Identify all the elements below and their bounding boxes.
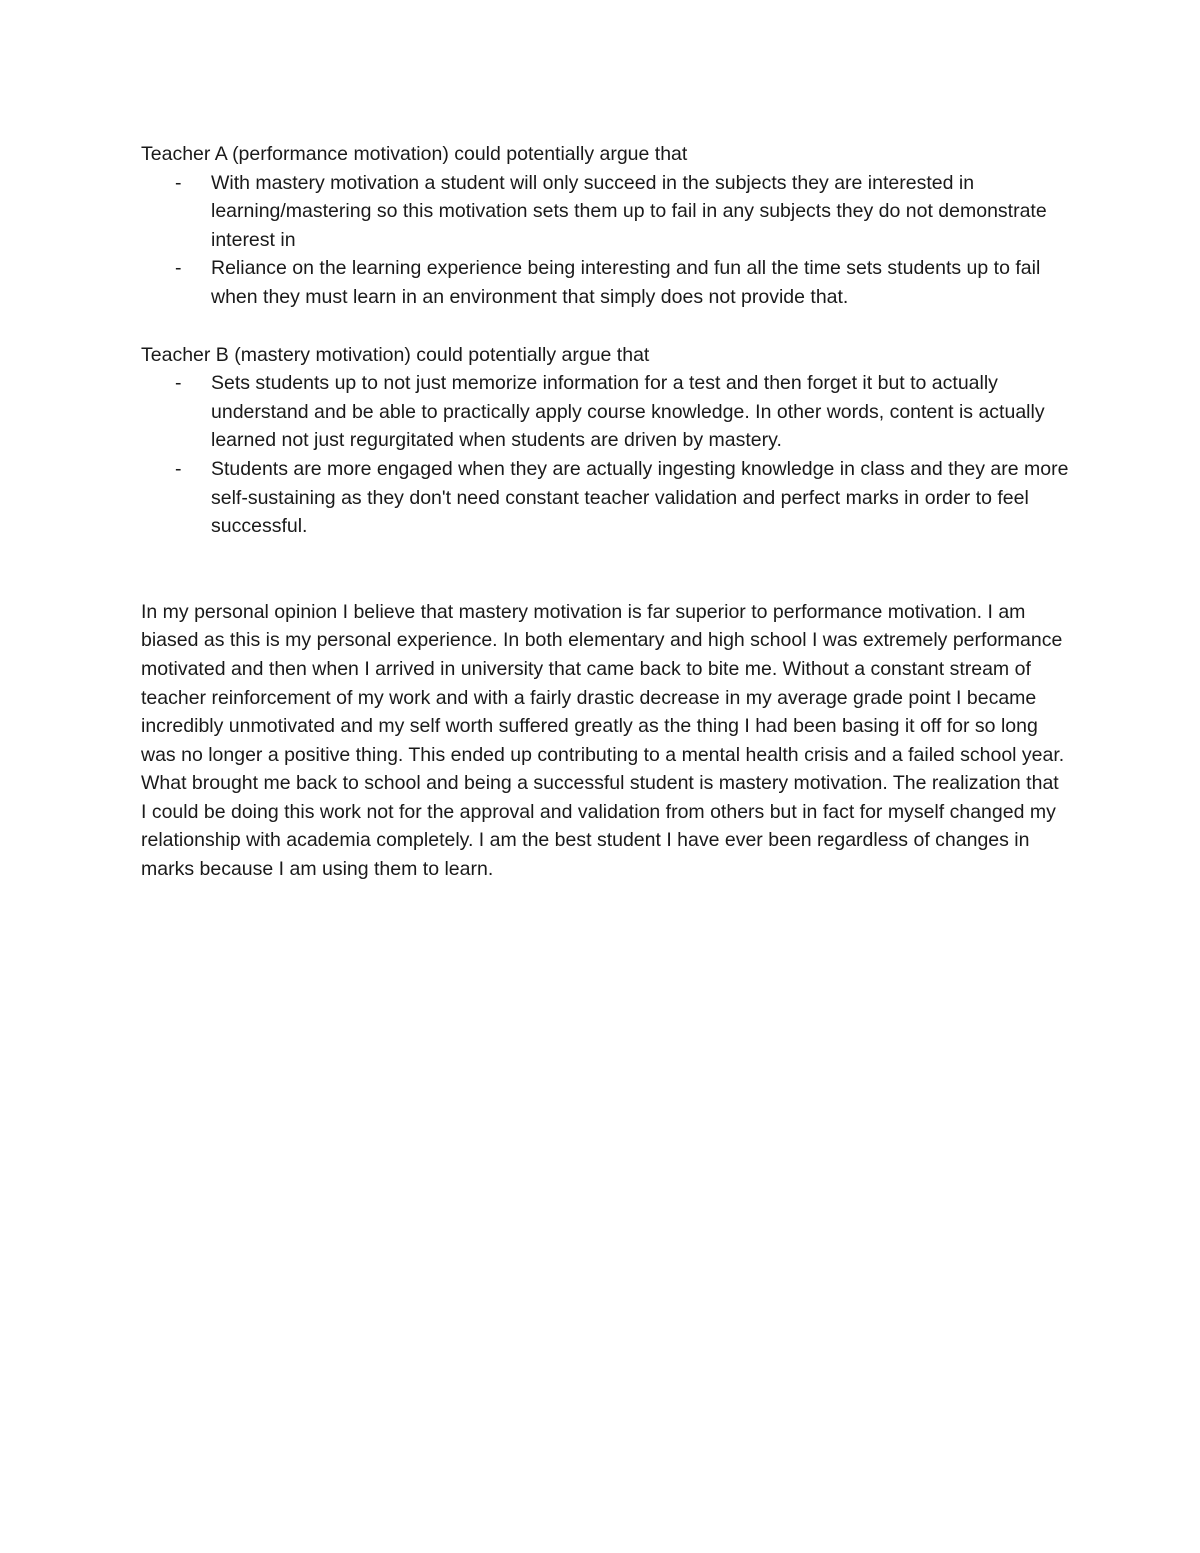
list-item (141, 455, 1071, 541)
document-body (141, 140, 1071, 884)
bullet-text: Sets students up to not just memorize information for a test and then forget it but to actually understand and be able to practically apply course knowledge. In other words, content is actually learned not just regurgitated when students are driven by mastery. (211, 372, 1045, 452)
bullet-text: With mastery motivation a student will only succeed in the subjects they are interested in learning/mastering so this motivation sets them up to fail in any subjects they do not demonstrate interest in (211, 171, 1047, 251)
bullet-list-teacher-b (141, 369, 1071, 541)
bullet-marker: - (175, 171, 182, 194)
bullet-marker: - (175, 372, 182, 395)
bullet-marker: - (175, 257, 182, 280)
section-heading-teacher-b: Teacher B (mastery motivation) could potentially argue that (141, 343, 650, 366)
spacer (141, 312, 1071, 341)
bullet-text: Students are more engaged when they are actually ingesting knowledge in class and they are more self-sustaining as they don't need constant teacher validation and perfect marks in order to feel successful. (211, 457, 1069, 538)
spacer (141, 541, 1071, 598)
section-heading-teacher-a: Teacher A (performance motivation) could potentially argue that (141, 143, 688, 165)
bullet-marker: - (175, 457, 182, 480)
opinion-paragraph: In my personal opinion I believe that mastery motivation is far superior to performance motivation. I am biased as this is my personal experience. In both elementary and high school I was extremely performance motivated and then when I arrived in university that came back to bite me. Without a constant stream of teacher reinforcement of my work and with a fairly drastic decrease in my average grade point I became incredibly unmotivated and my self worth suffered greatly as the thing I had been basing it off for so long was no longer a positive thing. This ended up contributing to a mental health crisis and a failed school year. What brought me back to school and being a successful student is mastery motivation. The realization that I could be doing this work not for the approval and validation from others but in fact for myself changed my relationship with academia completely. I am the best student I have ever been regardless of changes in marks because I am using them to learn. (141, 600, 1065, 881)
bullet-text: Reliance on the learning experience being interesting and fun all the time sets students up to fail when they must learn in an environment that simply does not provide that. (211, 257, 1041, 308)
bullet-list-teacher-a (141, 169, 1071, 312)
list-item (141, 369, 1071, 455)
list-item (141, 169, 1071, 255)
list-item (141, 254, 1071, 311)
